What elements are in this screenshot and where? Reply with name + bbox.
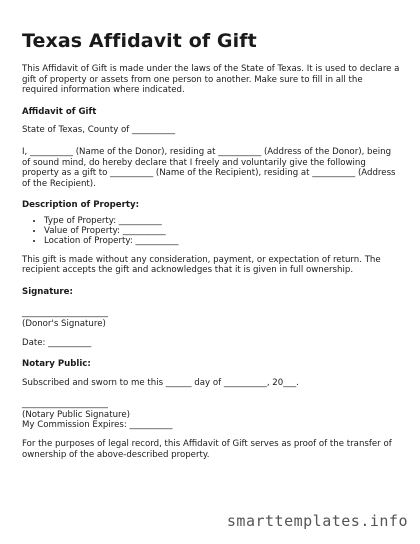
list-item: • Value of Property: __________ <box>44 226 400 236</box>
property-list <box>22 216 400 247</box>
date-line: Date: __________ <box>22 337 92 348</box>
notary-signature-label: (Notary Public Signature) <box>22 409 131 420</box>
donor-signature-line: ____________________ <box>22 308 108 319</box>
commission-expiry-line: My Commission Expires: __________ <box>22 420 173 431</box>
subscribed-line: Subscribed and sworn to me this ______ day of __________, 20___. <box>22 377 299 388</box>
state-county-line: State of Texas, County of __________ <box>22 125 176 136</box>
list-item: • Location of Property: __________ <box>44 236 400 246</box>
signature-heading: Signature: <box>22 286 73 297</box>
closing-paragraph: For the purposes of legal record, this Affidavit of Gift serves as proof of the transfer of ownership of the above-described property. <box>22 439 392 460</box>
consideration-paragraph: This gift is made without any consideration, payment, or expectation of return. The recipient accepts the gift and acknowledges that it is given in full ownership. <box>22 254 381 276</box>
footer-watermark: smarttemplates.info <box>226 512 408 530</box>
list-item: • Type of Property: __________ <box>44 216 400 226</box>
declaration-paragraph: I, __________ (Name of the Donor), residing at __________ (Address of the Donor), being of sound mind, do hereby declare that I freely and voluntarily give the following property as a gift to __________ (Name of the Recipient), residing at __________ (Address of the Recipient). <box>22 146 396 189</box>
affidavit-heading: Affidavit of Gift <box>22 106 97 117</box>
notary-heading: Notary Public: <box>22 359 91 370</box>
description-heading: Description of Property: <box>22 200 140 211</box>
document-title: Texas Affidavit of Gift <box>22 30 257 52</box>
document-page <box>22 30 400 460</box>
intro-paragraph: This Affidavit of Gift is made under the laws of the State of Texas. It is used to declare a gift of property or assets from one person to another. Make sure to fill in all the required information where indicated. <box>22 64 400 96</box>
notary-signature-line: ____________________ <box>22 399 108 410</box>
donor-signature-label: (Donor's Signature) <box>22 318 106 329</box>
